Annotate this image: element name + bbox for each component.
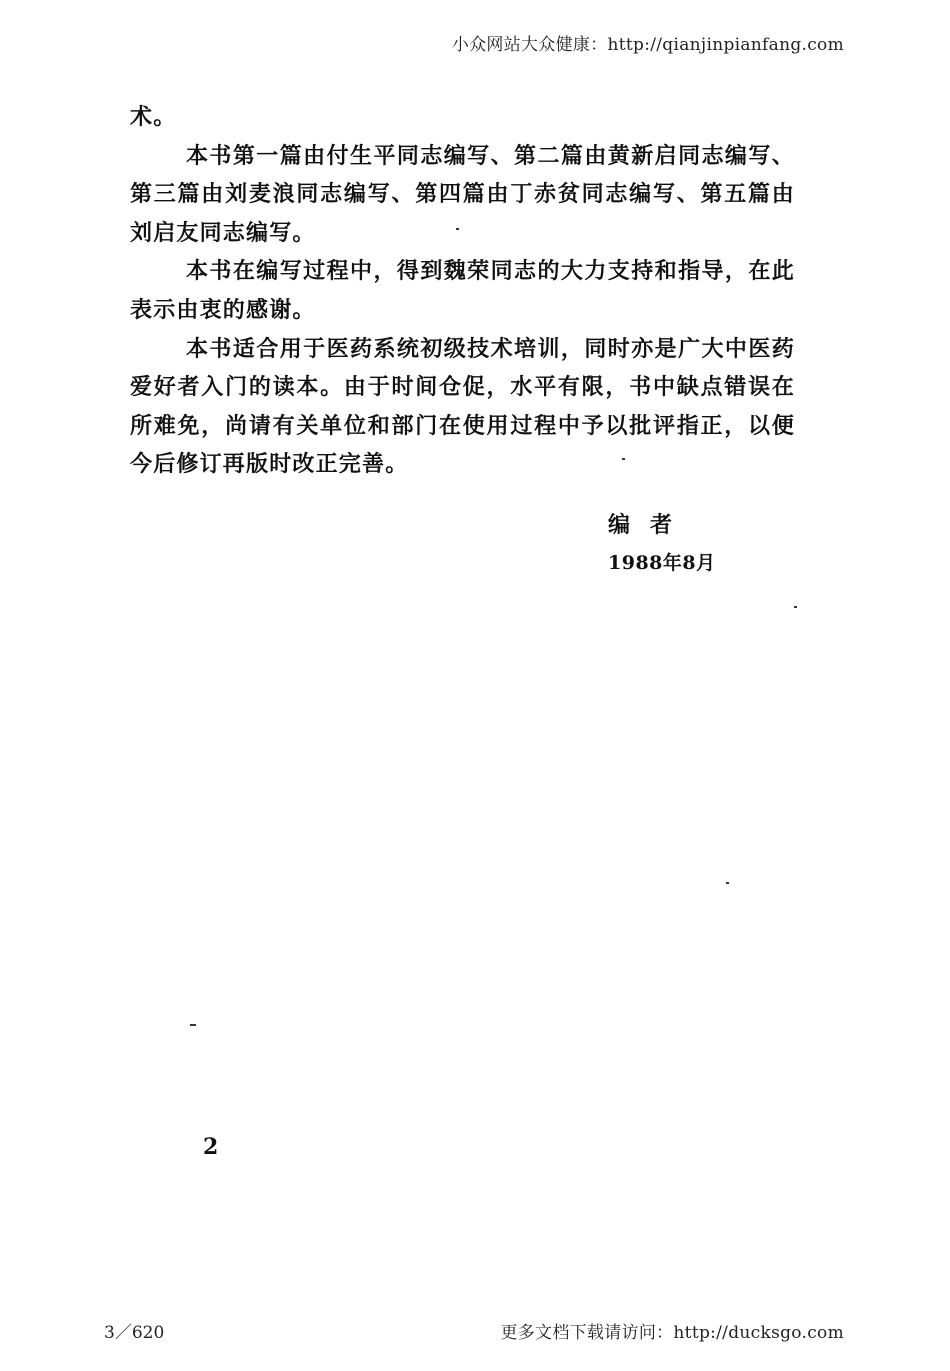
page-number-mark: 2 [203, 1134, 219, 1160]
scan-speck [726, 882, 729, 884]
document-body [130, 98, 795, 484]
header-site-text: 小众网站大众健康：http://qianjinpianfang.com [451, 35, 844, 55]
scan-speck [622, 458, 625, 460]
signature: 编者 [608, 512, 693, 538]
paragraph-acknowledgement: 本书在编写过程中，得到魏荣同志的大力支持和指导，在此表示由衷的感谢。 [130, 258, 795, 323]
scan-speck [794, 606, 797, 608]
paragraph-continuation: 术。 [130, 104, 177, 130]
paragraph-purpose: 本书适合用于医药系统初级技术培训，同时亦是广大中医药爱好者入门的读本。由于时间仓促，水平有限，书中缺点错误在所难免，尚请有关单位和部门在使用过程中予以批评指正，以便今后修订再版时改正完善。 [130, 335, 795, 478]
date-line: 1988年8月 [608, 552, 716, 574]
scan-speck [190, 1024, 196, 1026]
paragraph-authors: 本书第一篇由付生平同志编写、第二篇由黄新启同志编写、第三篇由刘麦浪同志编写、第四篇由丁赤贫同志编写、第五篇由刘启友同志编写。 [130, 142, 795, 246]
page-counter: 3／620 [104, 1323, 165, 1343]
scan-speck [456, 228, 459, 230]
footer-link-text: 更多文档下载请访问：http://ducksgo.com [500, 1323, 844, 1343]
